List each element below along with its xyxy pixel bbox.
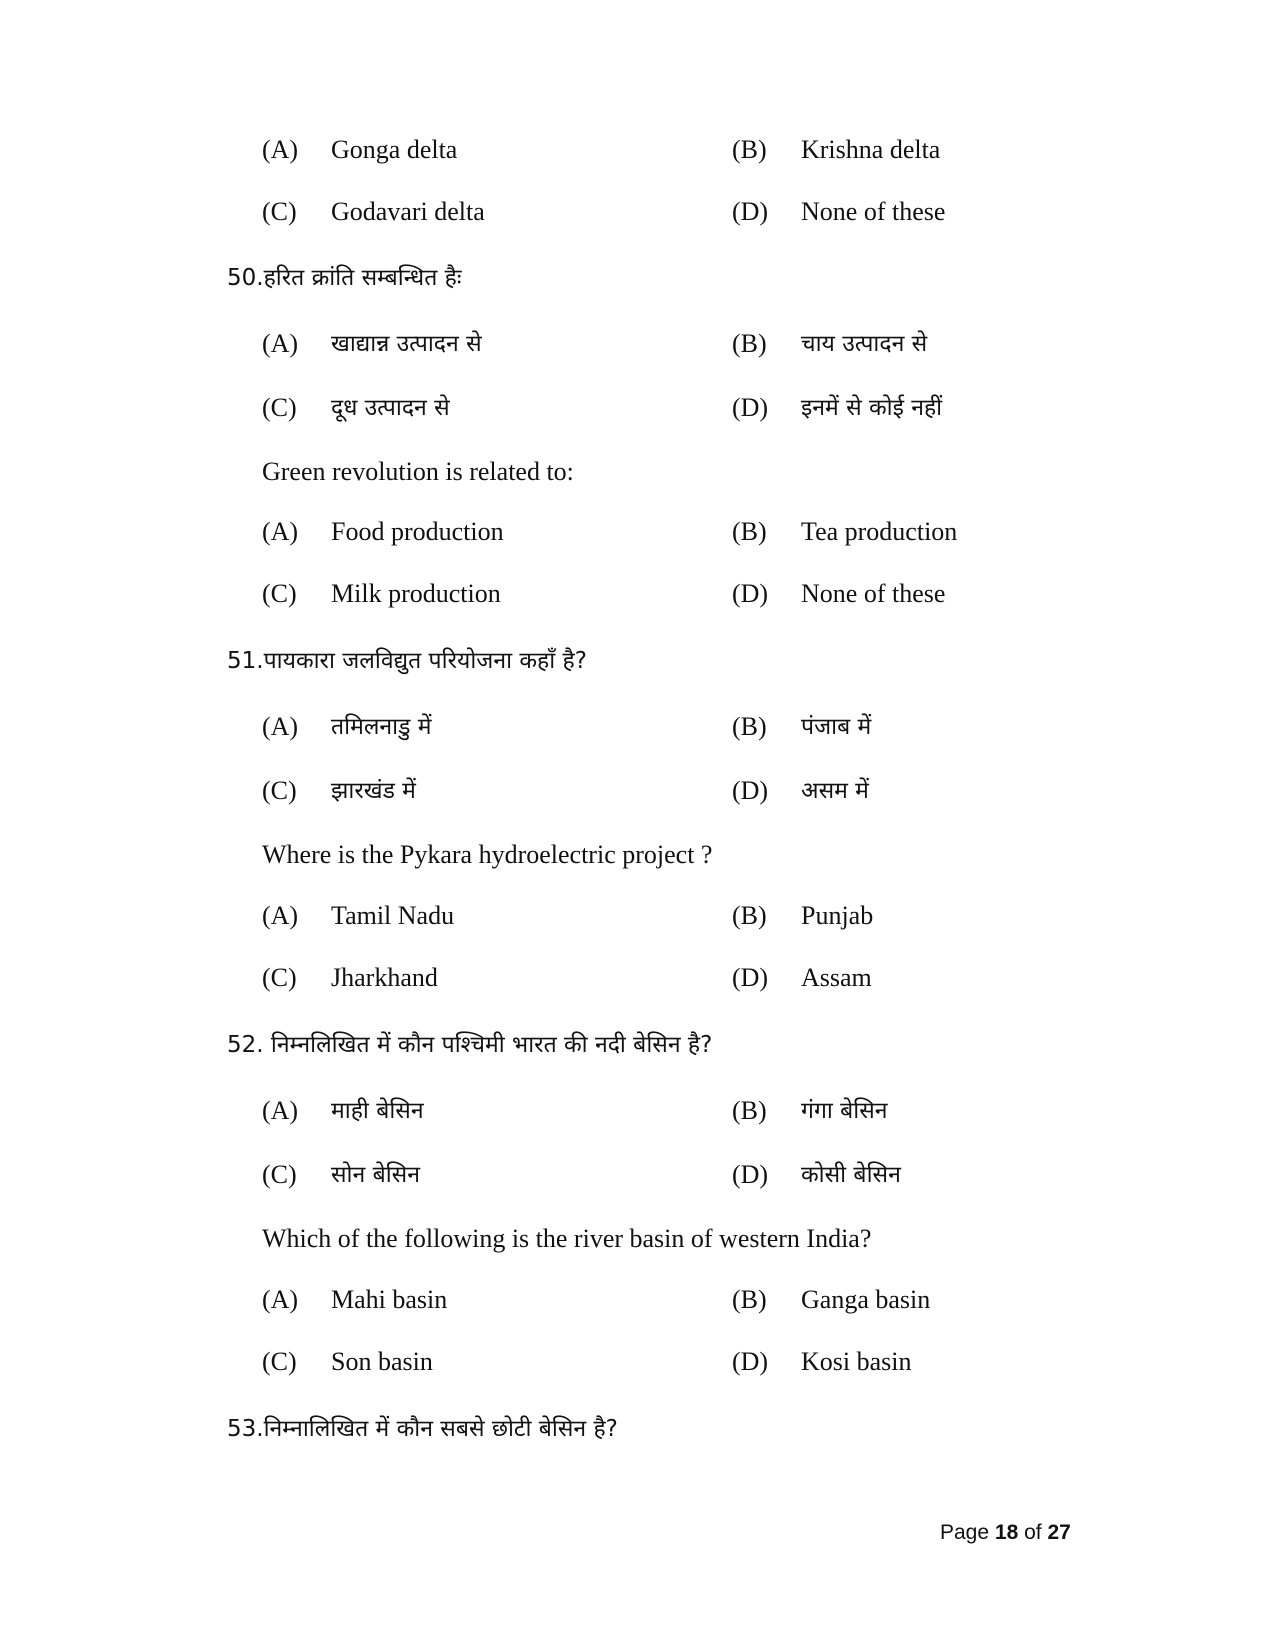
question-text-english: Where is the Pykara hydroelectric project ? bbox=[262, 840, 713, 869]
option-label: (C) bbox=[262, 963, 297, 992]
option-text: Ganga basin bbox=[801, 1285, 931, 1314]
option-text: None of these bbox=[801, 197, 946, 226]
option-text: Jharkhand bbox=[331, 963, 438, 992]
question-text-english: Green revolution is related to: bbox=[262, 457, 574, 486]
page-current: 18 bbox=[994, 1521, 1019, 1544]
option-label: (A) bbox=[262, 135, 299, 164]
option-row bbox=[0, 771, 1275, 811]
option-label: (A) bbox=[262, 901, 299, 930]
option-row bbox=[0, 707, 1275, 747]
option-label: (D) bbox=[732, 963, 769, 992]
option-text: असम में bbox=[801, 778, 869, 804]
option-label: (B) bbox=[732, 135, 767, 164]
option-label: (D) bbox=[732, 393, 769, 422]
option-text: तमिलनाडु में bbox=[331, 714, 432, 740]
option-text: सोन बेसिन bbox=[331, 1162, 420, 1188]
option-text: पंजाब में bbox=[801, 714, 872, 740]
option-label: (A) bbox=[262, 1285, 299, 1314]
option-label: (C) bbox=[262, 1160, 297, 1189]
option-row bbox=[0, 958, 1275, 998]
option-label: (C) bbox=[262, 579, 297, 608]
option-text: दूध उत्पादन से bbox=[331, 395, 450, 421]
option-text: इनमें से कोई नहीं bbox=[801, 395, 943, 421]
page-total: 27 bbox=[1047, 1521, 1071, 1544]
option-label: (A) bbox=[262, 517, 299, 546]
option-row bbox=[0, 1280, 1275, 1320]
option-text: झारखंड में bbox=[331, 778, 416, 804]
option-label: (D) bbox=[732, 1347, 769, 1376]
option-label: (C) bbox=[262, 1347, 297, 1376]
option-row bbox=[0, 1342, 1275, 1382]
option-label: (C) bbox=[262, 197, 297, 226]
option-row bbox=[0, 130, 1275, 170]
question-text-hindi: 52. निम्नलिखित में कौन पश्चिमी भारत की नदी बेसिन है? bbox=[227, 1032, 713, 1058]
option-label: (D) bbox=[732, 197, 769, 226]
option-row bbox=[0, 1091, 1275, 1131]
option-label: (A) bbox=[262, 1096, 299, 1125]
option-text: Mahi basin bbox=[331, 1285, 448, 1314]
option-row bbox=[0, 324, 1275, 364]
option-text: चाय उत्पादन से bbox=[801, 331, 928, 357]
option-label: (C) bbox=[262, 776, 297, 805]
option-label: (B) bbox=[732, 1285, 767, 1314]
question-text-hindi: 53.निम्नालिखित में कौन सबसे छोटी बेसिन है? bbox=[227, 1416, 618, 1442]
option-text: Tea production bbox=[801, 517, 958, 546]
option-text: Milk production bbox=[331, 579, 501, 608]
option-row bbox=[0, 388, 1275, 428]
option-text: Food production bbox=[331, 517, 504, 546]
option-text: Kosi basin bbox=[801, 1347, 912, 1376]
option-text: खाद्यान्न उत्पादन से bbox=[331, 331, 482, 357]
page-middle: of bbox=[1018, 1521, 1048, 1544]
option-row bbox=[0, 512, 1275, 552]
option-label: (D) bbox=[732, 1160, 769, 1189]
question-text-english: Which of the following is the river basin of western India? bbox=[262, 1224, 872, 1253]
option-text: Son basin bbox=[331, 1347, 433, 1376]
option-label: (B) bbox=[732, 712, 767, 741]
option-label: (A) bbox=[262, 329, 299, 358]
option-text: None of these bbox=[801, 579, 946, 608]
option-label: (B) bbox=[732, 517, 767, 546]
question-text-hindi: 50.हरित क्रांति सम्बन्धित हैः bbox=[227, 265, 462, 291]
option-text: Gonga delta bbox=[331, 135, 458, 164]
option-text: माही बेसिन bbox=[331, 1098, 424, 1124]
option-row bbox=[0, 1155, 1275, 1195]
option-label: (C) bbox=[262, 393, 297, 422]
option-text: Punjab bbox=[801, 901, 874, 930]
option-label: (D) bbox=[732, 776, 769, 805]
option-text: Godavari delta bbox=[331, 197, 485, 226]
option-label: (B) bbox=[732, 901, 767, 930]
page-number bbox=[940, 1518, 1071, 1548]
option-text: Assam bbox=[801, 963, 872, 992]
option-text: Tamil Nadu bbox=[331, 901, 455, 930]
option-row bbox=[0, 896, 1275, 936]
option-label: (B) bbox=[732, 1096, 767, 1125]
option-row bbox=[0, 574, 1275, 614]
option-text: कोसी बेसिन bbox=[801, 1162, 901, 1188]
page-prefix: Page bbox=[940, 1521, 995, 1544]
option-label: (B) bbox=[732, 329, 767, 358]
option-row bbox=[0, 192, 1275, 232]
question-text-hindi: 51.पायकारा जलविद्युत परियोजना कहाँ है? bbox=[227, 648, 587, 674]
option-label: (D) bbox=[732, 579, 769, 608]
option-label: (A) bbox=[262, 712, 299, 741]
option-text: गंगा बेसिन bbox=[801, 1098, 888, 1124]
option-text: Krishna delta bbox=[801, 135, 941, 164]
